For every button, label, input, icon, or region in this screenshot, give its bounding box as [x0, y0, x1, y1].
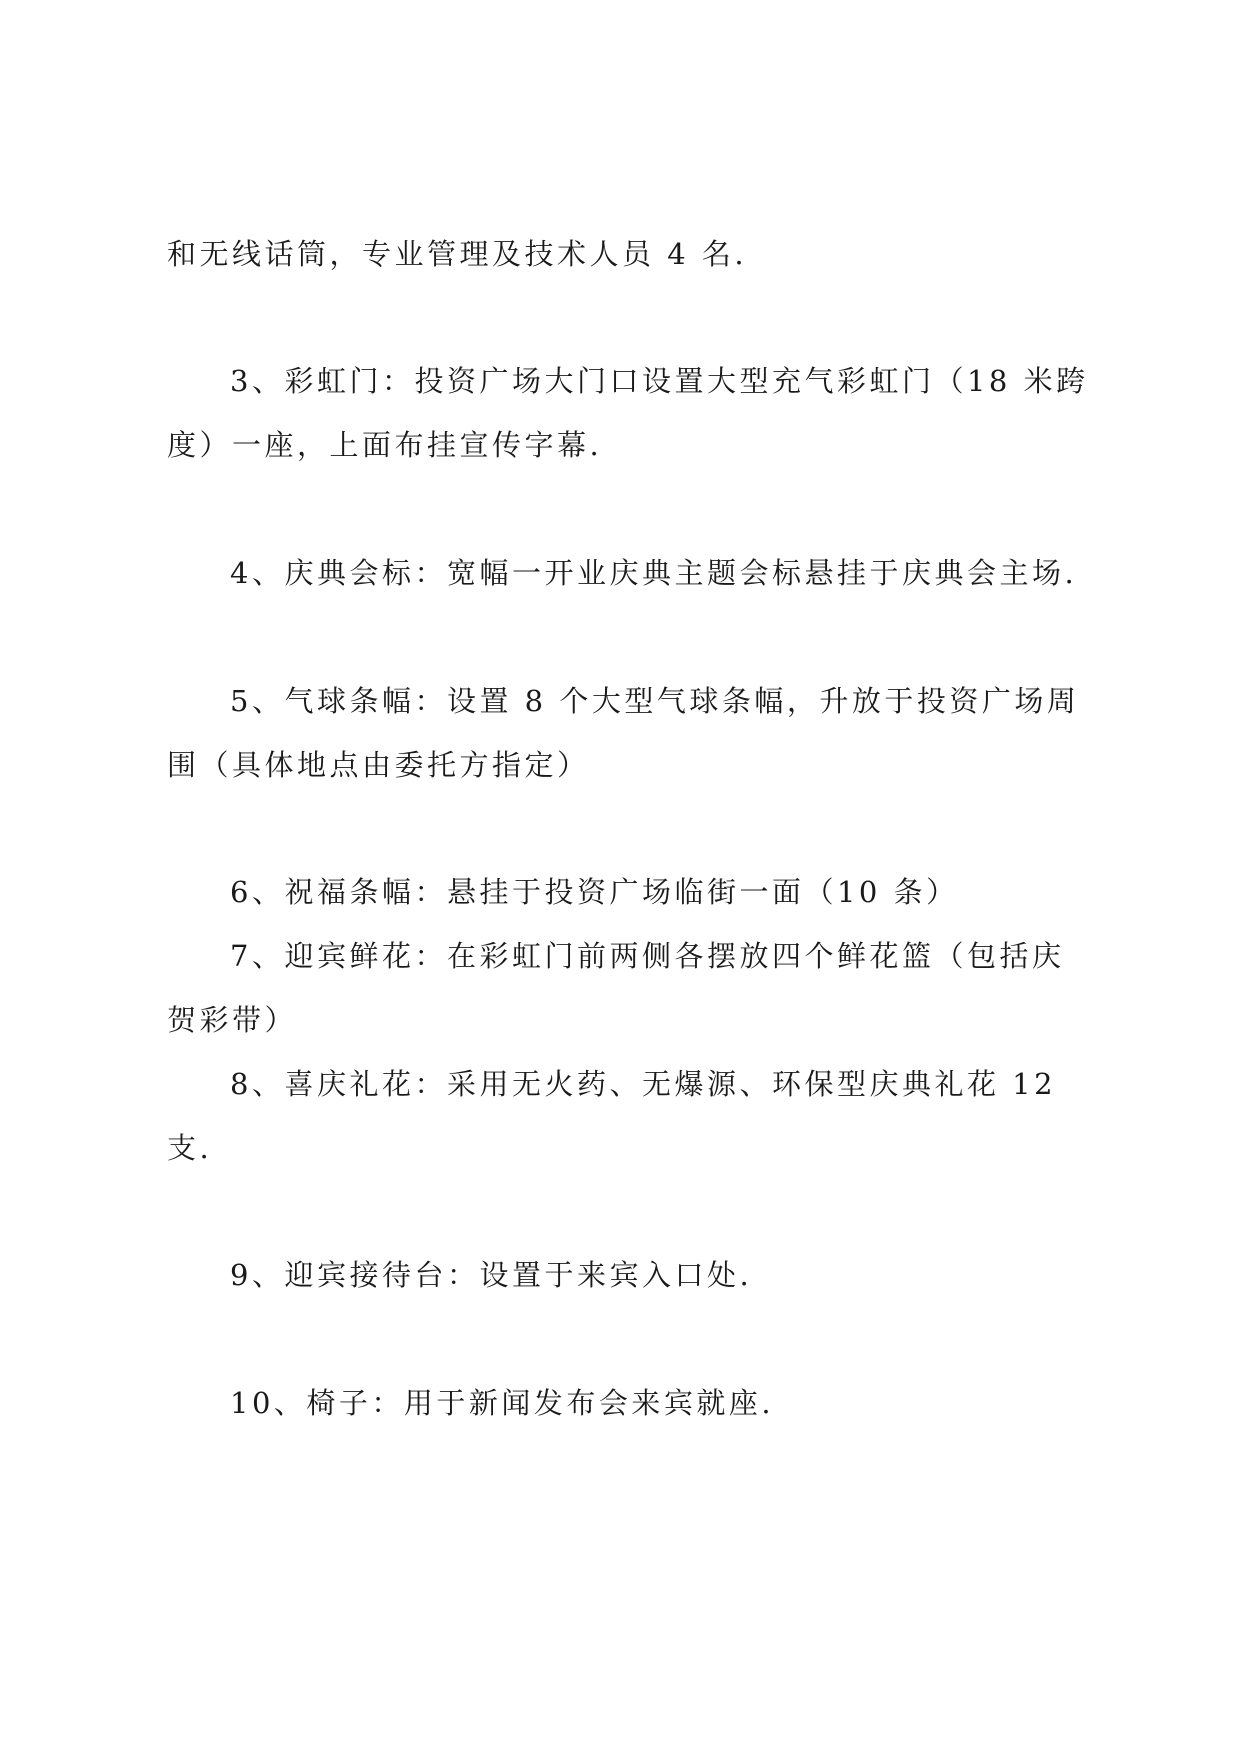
item-9-reception-desk: 9、迎宾接待台：设置于来宾入口处. — [230, 1258, 753, 1292]
item-5-balloon-banners: 5、气球条幅：设置 8 个大型气球条幅，升放于投资广场周 — [230, 684, 1080, 718]
item-3-continuation: 度）一座，上面布挂宣传字幕. — [167, 428, 603, 462]
item-5-continuation: 围（具体地点由委托方指定） — [167, 748, 590, 782]
text-line-wireless-mic: 和无线话筒，专业管理及技术人员 4 名. — [167, 237, 748, 271]
item-7-continuation: 贺彩带） — [167, 1003, 298, 1037]
item-6-blessing-banners: 6、祝福条幅：悬挂于投资广场临街一面（10 条） — [230, 875, 959, 909]
item-7-welcome-flowers: 7、迎宾鲜花：在彩虹门前两侧各摆放四个鲜花篮（包括庆 — [230, 939, 1065, 973]
item-3-rainbow-arch: 3、彩虹门：投资广场大门口设置大型充气彩虹门（18 米跨 — [230, 364, 1089, 398]
item-4-ceremony-banner: 4、庆典会标：宽幅一开业庆典主题会标悬挂于庆典会主场. — [230, 556, 1078, 590]
item-8-continuation: 支. — [167, 1131, 213, 1165]
item-8-celebration-confetti: 8、喜庆礼花：采用无火药、无爆源、环保型庆典礼花 12 — [230, 1067, 1057, 1101]
item-10-chairs: 10、椅子：用于新闻发布会来宾就座. — [230, 1386, 775, 1420]
